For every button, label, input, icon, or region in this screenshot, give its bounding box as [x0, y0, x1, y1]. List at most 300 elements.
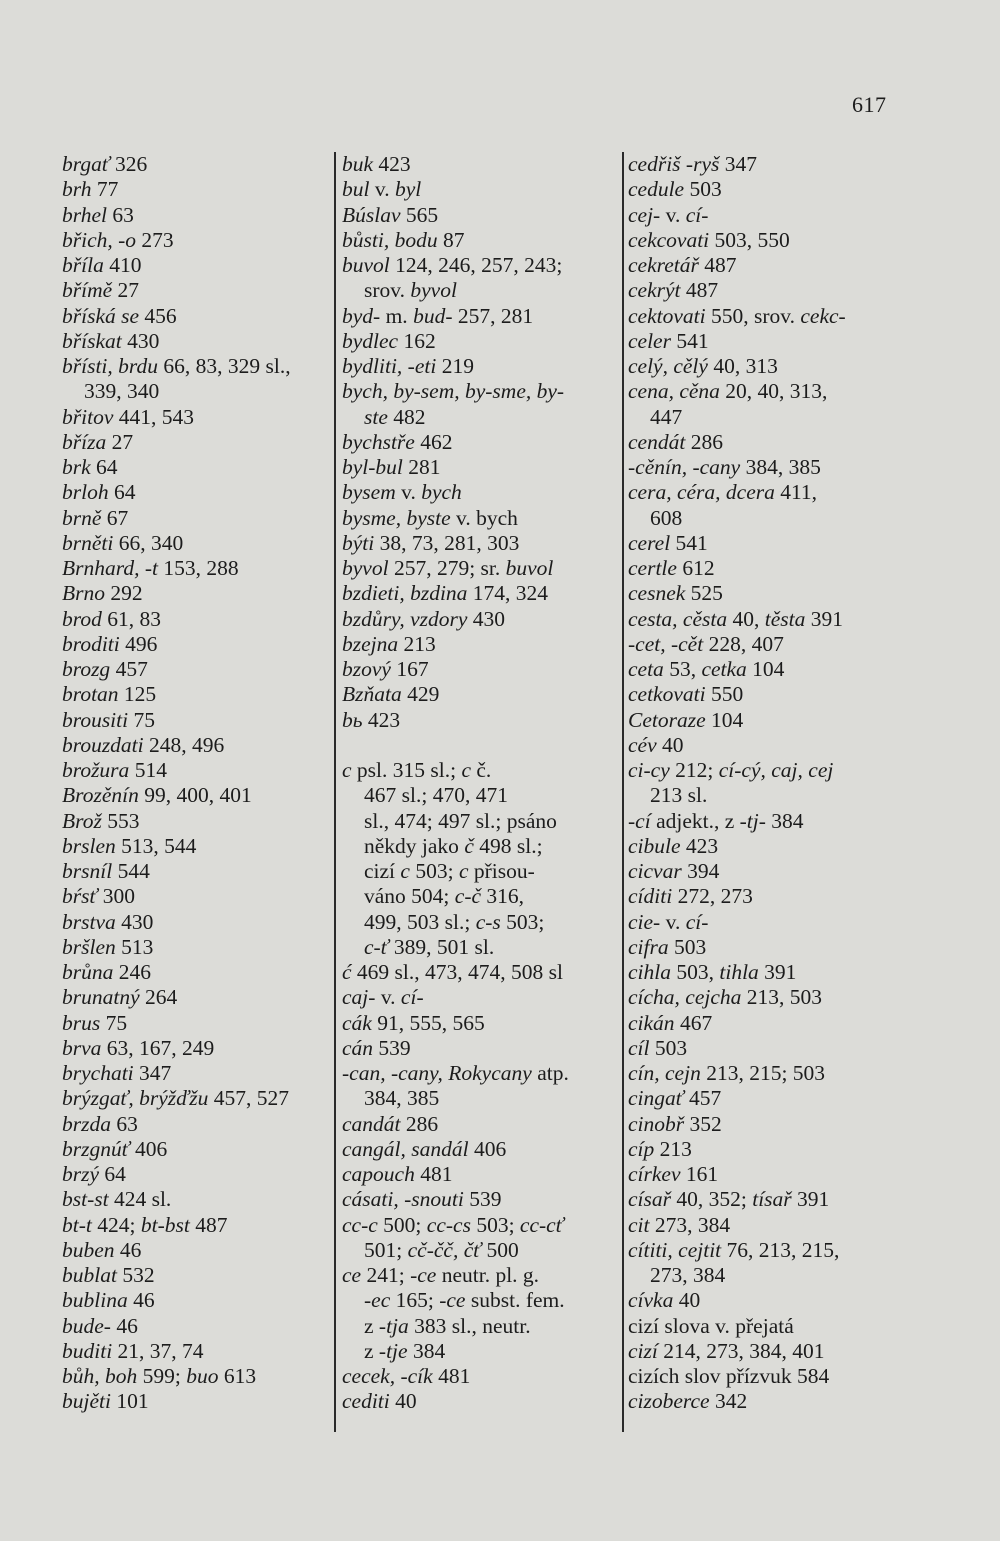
entry-term: brslen: [62, 833, 116, 858]
entry-term: -cí: [628, 808, 651, 833]
entry-reference: 248, 496: [143, 732, 225, 757]
entry-term: brněti: [62, 530, 114, 555]
index-entry: [342, 758, 622, 783]
index-entry: [342, 1364, 622, 1389]
entry-term: bzejna: [342, 631, 399, 656]
entry-term: -ec: [364, 1288, 391, 1313]
index-entry: [62, 177, 332, 202]
index-entry: [628, 581, 918, 606]
entry-term: brgať: [62, 152, 110, 176]
entry-reference: 424;: [91, 1212, 141, 1237]
entry-reference: 213: [398, 631, 436, 656]
entry-term: cetkovati: [628, 682, 706, 707]
index-entry: [628, 430, 918, 455]
entry-term: caj-: [342, 985, 376, 1010]
entry-term: cej-: [628, 202, 661, 227]
index-entry: [62, 1364, 332, 1389]
index-entry: [628, 455, 918, 480]
entry-reference: 383 sl., neutr.: [408, 1313, 531, 1338]
entry-reference: 423: [680, 833, 719, 858]
entry-reference: 40: [673, 1288, 701, 1313]
entry-reference: váno 504;: [364, 884, 455, 909]
index-entry: [628, 859, 918, 884]
index-entry: [628, 531, 918, 556]
entry-reference: 40, 352;: [671, 1187, 753, 1212]
entry-term: ce: [342, 1263, 362, 1287]
index-entry: [342, 329, 622, 354]
entry-term: bůsti, bodu: [342, 227, 438, 252]
index-entry: [628, 278, 918, 303]
entry-term: bůh, boh: [62, 1364, 138, 1388]
entry-term: cesnek: [628, 581, 686, 606]
index-entry: [342, 733, 622, 758]
index-entry: [62, 278, 332, 303]
entry-reference: 441, 543: [113, 404, 194, 429]
entry-term: -tje: [378, 1338, 408, 1363]
index-entry: [62, 935, 332, 960]
entry-reference: 161: [680, 1162, 719, 1186]
entry-reference: 99, 400, 401: [138, 783, 252, 808]
index-entry: [628, 1314, 918, 1339]
index-entry: [342, 1339, 622, 1364]
index-entry: [628, 607, 918, 632]
entry-term: cinobř: [628, 1111, 685, 1136]
entry-reference: 162: [398, 328, 436, 353]
entry-reference: 389, 501 sl.: [388, 934, 495, 959]
entry-term: brůna: [62, 960, 114, 984]
index-entry: [342, 1389, 622, 1414]
entry-term: Bzňata: [342, 682, 402, 707]
entry-reference: 63: [107, 202, 134, 227]
entry-reference: 500: [481, 1237, 519, 1262]
index-entry: [628, 1389, 918, 1414]
entry-reference: 565: [400, 202, 439, 227]
index-entry: [62, 1389, 332, 1414]
entry-term: cifra: [628, 934, 669, 959]
entry-term: bud-: [413, 303, 453, 328]
entry-term: bt-bst: [140, 1212, 190, 1237]
entry-term: cera, céra, dcera: [628, 480, 775, 505]
entry-reference: v.: [369, 177, 395, 202]
index-entry: [342, 1263, 622, 1288]
entry-term: cí-: [685, 202, 709, 227]
entry-reference: 66, 340: [113, 530, 184, 555]
index-entry: [62, 1112, 332, 1137]
entry-reference: 503;: [500, 909, 545, 934]
entry-term: buo: [186, 1364, 219, 1388]
entry-reference: 487: [680, 278, 719, 303]
entry-term: -cěnín, -cany: [628, 455, 741, 479]
entry-term: bь: [342, 707, 363, 732]
entry-reference: 498 sl.;: [473, 833, 543, 858]
entry-term: cc-c: [342, 1212, 378, 1237]
index-entry: [62, 480, 332, 505]
index-entry: [628, 405, 918, 430]
index-entry: [62, 632, 332, 657]
index-entry: [62, 531, 332, 556]
entry-term: tihla: [719, 960, 759, 984]
index-entry: [62, 203, 332, 228]
page-number: 617: [852, 92, 887, 117]
entry-reference: 273, 384: [650, 1263, 726, 1287]
entry-term: cč-čč, čť: [407, 1237, 482, 1262]
index-entry: [342, 1061, 622, 1086]
index-entry: [62, 859, 332, 884]
index-entry: [62, 1314, 332, 1339]
entry-reference: v. bych: [450, 505, 518, 530]
index-entry: [342, 884, 622, 909]
entry-reference: 213, 503: [741, 985, 823, 1010]
index-entry: [342, 783, 622, 808]
entry-reference: 503;: [409, 859, 459, 883]
entry-term: brva: [62, 1035, 102, 1060]
entry-term: cí-: [400, 985, 424, 1010]
entry-reference: 487: [698, 253, 737, 277]
entry-reference: subst. fem.: [465, 1288, 565, 1313]
entry-reference: 394: [681, 859, 720, 883]
index-entry: [628, 708, 918, 733]
entry-reference: cizích slov přízvuk 584: [628, 1364, 830, 1388]
entry-term: cán: [342, 1035, 374, 1060]
entry-reference: 550, srov.: [705, 303, 801, 328]
index-entry: [628, 935, 918, 960]
entry-reference: 503,: [671, 960, 720, 984]
entry-reference: 457: [110, 657, 148, 681]
entry-term: býti: [342, 530, 375, 555]
index-column-1: [62, 152, 332, 1415]
index-entry: [628, 253, 918, 278]
index-entry: [62, 430, 332, 455]
index-entry: [342, 1288, 622, 1313]
index-entry: [342, 152, 622, 177]
entry-term: bul: [342, 177, 370, 202]
entry-reference: v.: [660, 202, 686, 227]
entry-reference: 525: [685, 581, 723, 606]
entry-reference: 20, 40, 313,: [719, 379, 828, 404]
index-entry: [628, 910, 918, 935]
index-entry: [628, 960, 918, 985]
entry-term: brychati: [62, 1061, 134, 1085]
index-entry: [342, 506, 622, 531]
index-entry: [342, 253, 622, 278]
column-rule-1: [334, 152, 336, 1432]
index-entry: [342, 1314, 622, 1339]
entry-reference: 391: [791, 1187, 830, 1212]
entry-term: cangál, sandál: [342, 1136, 469, 1161]
index-entry: [62, 1339, 332, 1364]
entry-term: cediti: [342, 1389, 390, 1414]
entry-reference: 292: [105, 581, 143, 606]
index-entry: [62, 253, 332, 278]
index-entry: [342, 607, 622, 632]
index-entry: [628, 1288, 918, 1313]
entry-term: broditi: [62, 631, 120, 656]
entry-term: buvol: [342, 253, 390, 277]
entry-reference: 513: [115, 934, 154, 959]
entry-term: bublina: [62, 1288, 128, 1313]
index-entry: [628, 657, 918, 682]
entry-term: capouch: [342, 1162, 415, 1186]
entry-term: bříla: [62, 253, 104, 277]
index-entry: [628, 1364, 918, 1389]
index-entry: [342, 682, 622, 707]
entry-reference: 167: [390, 657, 429, 681]
entry-term: cibule: [628, 833, 681, 858]
entry-term: cit: [628, 1212, 650, 1237]
entry-term: cíl: [628, 1035, 650, 1060]
entry-reference: 410: [103, 253, 142, 277]
entry-term: -tja: [378, 1313, 409, 1338]
entry-term: brhel: [62, 202, 107, 227]
index-entry: [342, 1238, 622, 1263]
index-entry: [342, 657, 622, 682]
entry-reference: 406: [129, 1136, 168, 1161]
entry-reference: 76, 213, 215,: [721, 1237, 840, 1262]
entry-term: byd-: [342, 303, 381, 328]
index-entry: [62, 1036, 332, 1061]
entry-reference: psl. 315 sl.;: [351, 758, 462, 782]
index-entry: [628, 1112, 918, 1137]
index-entry: [62, 884, 332, 909]
entry-term: bzdieti, bzdina: [342, 581, 468, 606]
entry-reference: 501;: [364, 1237, 408, 1262]
index-entry: [628, 1086, 918, 1111]
entry-reference: 406: [468, 1136, 507, 1161]
entry-term: cí-cý, caj, cej: [718, 758, 834, 782]
index-entry: [62, 152, 332, 177]
index-entry: [628, 1162, 918, 1187]
entry-term: bydlec: [342, 328, 399, 353]
entry-term: brzgnúť: [62, 1136, 130, 1161]
entry-reference: 467 sl.; 470, 471: [364, 783, 508, 808]
entry-term: bydliti, -eti: [342, 354, 437, 378]
entry-term: cítiti, cejtit: [628, 1237, 722, 1262]
entry-reference: 550: [705, 682, 744, 707]
entry-reference: 77: [91, 177, 119, 202]
entry-term: cihla: [628, 960, 671, 984]
entry-term: bude-: [62, 1313, 111, 1338]
index-entry: [342, 177, 622, 202]
entry-term: břímě: [62, 278, 113, 303]
entry-term: bříská se: [62, 303, 140, 328]
entry-reference: 391: [758, 960, 797, 984]
index-entry: [62, 1288, 332, 1313]
index-entry: [342, 910, 622, 935]
entry-term: cedřiš -ryš: [628, 152, 720, 176]
entry-term: cekc-: [800, 303, 846, 328]
index-entry: [342, 1086, 622, 1111]
entry-reference: 219: [436, 354, 474, 378]
index-entry: [62, 1162, 332, 1187]
entry-term: tísař: [752, 1187, 792, 1212]
entry-reference: 612: [676, 556, 715, 580]
index-entry: [342, 304, 622, 329]
entry-term: bych: [421, 480, 462, 505]
entry-term: bŕsť: [62, 884, 98, 909]
entry-reference: 46: [127, 1288, 155, 1313]
entry-reference: 347: [719, 152, 757, 176]
entry-term: cesta, cěsta: [628, 606, 728, 631]
entry-reference: 75: [128, 707, 155, 732]
index-entry: [628, 556, 918, 581]
entry-reference: 467: [674, 1010, 713, 1035]
entry-term: cekretář: [628, 253, 699, 277]
entry-term: Brož: [62, 808, 102, 833]
entry-reference: 347: [133, 1061, 172, 1085]
entry-term: cingať: [628, 1086, 684, 1111]
index-entry: [628, 1137, 918, 1162]
entry-term: brouzdati: [62, 732, 144, 757]
index-entry: [628, 506, 918, 531]
entry-reference: 63, 167, 249: [101, 1035, 215, 1060]
index-entry: [628, 834, 918, 859]
index-entry: [342, 985, 622, 1010]
index-entry: [628, 758, 918, 783]
entry-reference: 257, 281: [452, 303, 534, 328]
entry-reference: 430: [467, 606, 506, 631]
entry-reference: 91, 555, 565: [371, 1010, 485, 1035]
index-entry: [62, 405, 332, 430]
index-entry: [342, 278, 622, 303]
index-entry: [342, 1213, 622, 1238]
index-entry: [628, 1036, 918, 1061]
entry-term: brstva: [62, 909, 116, 934]
entry-reference: č.: [471, 758, 492, 782]
entry-reference: někdy jako: [364, 833, 465, 858]
index-entry: [62, 1263, 332, 1288]
index-entry: [628, 1011, 918, 1036]
entry-term: brzý: [62, 1162, 100, 1186]
index-entry: [628, 632, 918, 657]
entry-reference: 104: [705, 707, 744, 732]
entry-term: brus: [62, 1010, 101, 1035]
entry-reference: 608: [650, 505, 683, 530]
entry-term: buvol: [505, 556, 554, 580]
entry-term: ceta: [628, 657, 664, 681]
entry-term: cásati, -snouti: [342, 1187, 464, 1212]
entry-term: cekcovati: [628, 227, 710, 252]
entry-term: ć: [342, 960, 352, 984]
entry-reference: 411,: [774, 480, 818, 505]
index-entry: [342, 556, 622, 581]
entry-reference: 40: [389, 1389, 417, 1414]
entry-term: bysme, byste: [342, 505, 451, 530]
entry-term: císař: [628, 1187, 671, 1212]
index-entry: [62, 1213, 332, 1238]
entry-term: bublat: [62, 1263, 117, 1287]
entry-reference: 40: [656, 732, 684, 757]
entry-term: -can, -cany, Rokycany: [342, 1061, 532, 1085]
entry-reference: m.: [380, 303, 414, 328]
entry-reference: 316,: [481, 884, 525, 909]
entry-reference: 273, 384: [649, 1212, 731, 1237]
index-entry: [628, 177, 918, 202]
index-entry: [62, 228, 332, 253]
index-entry: [342, 1187, 622, 1212]
entry-reference: srov.: [364, 278, 411, 303]
entry-reference: 40, 313: [707, 354, 778, 378]
index-entry: [62, 985, 332, 1010]
entry-reference: 503: [649, 1035, 688, 1060]
entry-term: buben: [62, 1237, 115, 1262]
entry-reference: 457: [683, 1086, 722, 1111]
entry-reference: 286: [400, 1111, 439, 1136]
entry-term: -cet, -cět: [628, 631, 704, 656]
entry-reference: neutr. pl. g.: [436, 1263, 540, 1287]
entry-reference: 281: [402, 455, 441, 479]
index-entry: [62, 304, 332, 329]
entry-reference: 64: [99, 1162, 126, 1186]
entry-term: brloh: [62, 480, 109, 505]
entry-reference: 481: [414, 1162, 453, 1186]
index-entry: [342, 1011, 622, 1036]
index-entry: [342, 455, 622, 480]
entry-term: brk: [62, 455, 91, 479]
entry-reference: 342: [709, 1389, 748, 1414]
entry-reference: 87: [437, 227, 465, 252]
index-entry: [62, 1238, 332, 1263]
entry-term: candát: [342, 1111, 401, 1136]
index-entry: [62, 607, 332, 632]
index-entry: [342, 960, 622, 985]
entry-term: c-ť: [364, 934, 389, 959]
entry-reference: 430: [121, 328, 160, 353]
entry-reference: 21, 37, 74: [112, 1338, 204, 1363]
entry-reference: 481: [432, 1364, 471, 1388]
index-entry: [342, 581, 622, 606]
index-entry: [62, 657, 332, 682]
entry-reference: 66, 83, 329 sl.,: [157, 354, 291, 378]
entry-term: cév: [628, 732, 657, 757]
entry-reference: 273: [136, 227, 174, 252]
entry-reference: 339, 340: [84, 379, 160, 404]
column-rule-2: [622, 152, 624, 1432]
index-entry: [628, 1339, 918, 1364]
entry-reference: adjekt., z: [650, 808, 740, 833]
index-entry: [628, 329, 918, 354]
index-column-3: [628, 152, 918, 1415]
entry-reference: 27: [112, 278, 140, 303]
index-entry: [62, 506, 332, 531]
index-entry: [342, 834, 622, 859]
index-entry: [62, 1137, 332, 1162]
entry-reference: 38, 73, 281, 303: [374, 530, 520, 555]
index-entry: [628, 809, 918, 834]
entry-term: Brno: [62, 581, 105, 606]
index-entry: [62, 960, 332, 985]
entry-term: cecek, -cík: [342, 1364, 433, 1388]
entry-term: břísti, brdu: [62, 354, 158, 378]
entry-term: církev: [628, 1162, 681, 1186]
entry-term: c: [400, 859, 410, 883]
entry-reference: 487: [189, 1212, 228, 1237]
entry-reference: 384, 385: [740, 455, 821, 479]
entry-term: c: [461, 758, 471, 782]
index-entry: [342, 354, 622, 379]
entry-term: c-č: [454, 884, 482, 909]
entry-term: bzdůry, vzdory: [342, 606, 468, 631]
entry-reference: 40,: [727, 606, 765, 631]
index-entry: [62, 354, 332, 379]
entry-reference: 300: [97, 884, 135, 909]
index-entry: [628, 733, 918, 758]
entry-reference: přisou-: [468, 859, 535, 883]
entry-reference: 27: [106, 429, 134, 454]
entry-term: brunatný: [62, 985, 140, 1010]
entry-term: bst-st: [62, 1187, 109, 1212]
entry-reference: 384: [765, 808, 804, 833]
index-entry: [342, 228, 622, 253]
